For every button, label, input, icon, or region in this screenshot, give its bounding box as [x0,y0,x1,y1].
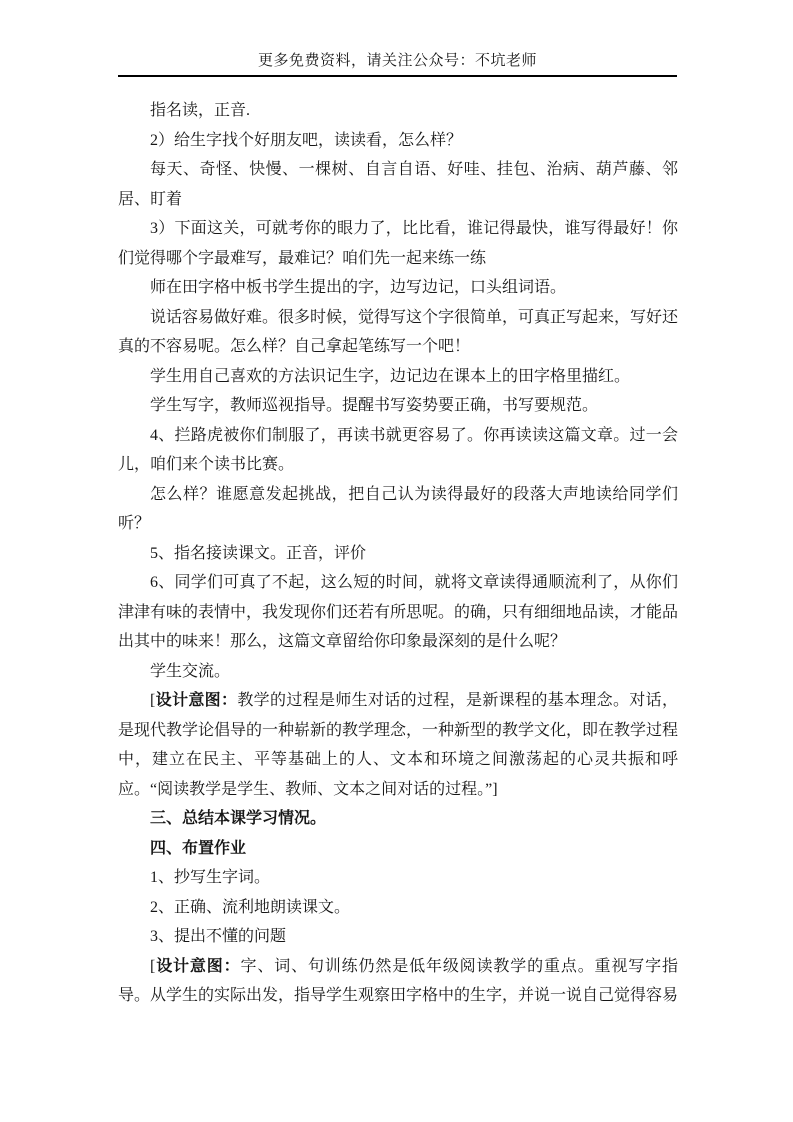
paragraph [118,686,678,804]
text-run: 字、词、句训练仍然是低年级阅读教学的重点。重视写字指导。从学生的实际出发，指导学生观察田字格中的生字，并说一说自己觉得容易 [118,957,679,1004]
text-run: 3）下面这关，可就考你的眼力了，比比看，谁记得最快，谁写得最好！你们觉得哪个字最难写，最难记？咱们先一起来练一练 [118,220,678,267]
text-run: 2、正确、流利地朗读课文。 [150,898,351,916]
page-header [118,50,677,77]
paragraph [118,391,678,421]
paragraph [118,303,678,362]
text-run: 说话容易做好难。很多时候，觉得写这个字很简单，可真正写起来，写好还真的不容易呢。怎么样？自己拿起笔练写一个吧！ [118,308,679,355]
text-run: 1、抄写生字词。 [150,869,271,886]
paragraph [118,863,678,893]
paragraph [118,539,678,569]
text-run: 学生写字，教师巡视指导。提醒书写姿势要正确，书写要规范。 [150,397,599,414]
paragraph [118,480,678,539]
text-run: 指名读，正音. [150,102,251,119]
paragraph [118,96,678,126]
paragraph [118,155,678,214]
text-run: 3、提出不懂的问题 [150,928,287,945]
paragraph [118,834,678,864]
text-run: 4、拦路虎被你们制服了，再读书就更容易了。你再读读这篇文章。过一会儿，咱们来个读书比赛。 [118,426,678,473]
text-run: 每天、奇怪、快慢、一棵树、自言自语、好哇、挂包、治病、葫芦藤、邻居、盯着 [118,161,678,208]
text-run: 师在田字格中板书学生提出的字，边写边记，口头组词语。 [150,279,567,296]
text-run: [ [150,957,156,975]
paragraph [118,214,678,273]
header-promo-text: 更多免费资料，请关注公众号：不坑老师 [257,53,537,69]
text-run: 怎么样？谁愿意发起挑战，把自己认为读得最好的段落大声地读给同学们听？ [118,485,678,532]
paragraph [118,922,678,952]
bold-text-run: 设计意图： [155,692,238,709]
bold-text-run: 设计意图： [155,957,241,975]
text-run: [ [150,692,156,709]
text-run: 2）给生字找个好朋友吧，读读看，怎么样？ [150,131,463,149]
paragraph [118,421,678,480]
paragraph [118,657,678,687]
paragraph [118,273,678,303]
text-run: 学生交流。 [150,662,231,680]
text-run: 6、同学们可真了不起，这么短的时间，就将文章读得通顺流利了，从你们津津有味的表情中，我发现你们还若有所思呢。的确，只有细细地品读，才能品出其中的味来！那么，这篇文章留给你印象最深刻的是什么呢？ [118,574,679,650]
document-body [118,96,678,1011]
paragraph [118,126,678,156]
paragraph [118,568,678,657]
paragraph [118,893,678,923]
text-run: 5、指名接读课文。正音，评价 [150,544,367,562]
bold-text-run: 四、布置作业 [150,839,247,857]
bold-text-run: 三、总结本课学习情况。 [150,810,327,827]
text-run: 教学的过程是师生对话的过程，是新课程的基本理念。对话，是现代教学论倡导的一种崭新的教学理念，一种新型的教学文化，即在教学过程中，建立在民主、平等基础上的人、文本和环境之间激荡起的心灵共振和呼应。“阅读教学是学生、教师、文本之间对话的过程。”] [118,692,679,798]
paragraph [118,362,678,392]
text-run: 学生用自己喜欢的方法识记生字，边记边在课本上的田字格里描红。 [150,367,631,385]
paragraph [118,952,678,1011]
paragraph [118,804,678,834]
